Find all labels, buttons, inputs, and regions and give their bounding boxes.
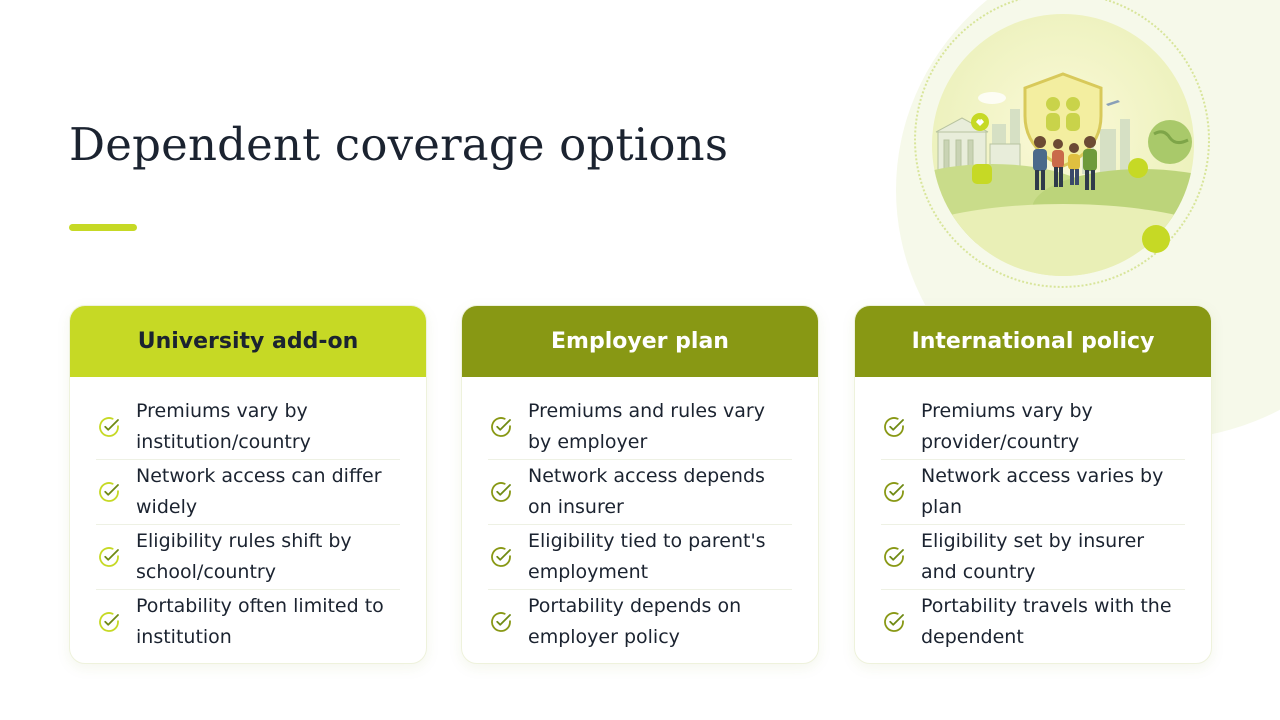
item-text: Eligibility set by insurer and country xyxy=(921,530,1145,583)
card-header: International policy xyxy=(855,306,1211,377)
check-circle-icon xyxy=(881,609,907,635)
list-item xyxy=(881,395,1185,460)
list-item xyxy=(488,395,792,460)
item-text: Portability often limited to institution xyxy=(136,595,384,648)
item-text: Portability depends on employer policy xyxy=(528,595,742,648)
card-employer-plan xyxy=(461,305,819,664)
card-header: Employer plan xyxy=(462,306,818,377)
list-item xyxy=(96,525,400,590)
item-text: Eligibility rules shift by school/country xyxy=(136,530,352,583)
item-text: Premiums vary by provider/country xyxy=(921,400,1093,453)
check-circle-icon xyxy=(96,479,122,505)
check-circle-icon xyxy=(488,609,514,635)
list-item xyxy=(881,590,1185,654)
card-international-policy xyxy=(854,305,1212,664)
check-circle-icon xyxy=(881,479,907,505)
list-item xyxy=(96,460,400,525)
list-item xyxy=(488,525,792,590)
slide-title: Dependent coverage options xyxy=(69,118,729,171)
item-text: Eligibility tied to parent's employment xyxy=(528,530,766,583)
check-circle-icon xyxy=(488,479,514,505)
item-text: Premiums vary by institution/country xyxy=(136,400,311,453)
list-item xyxy=(96,395,400,460)
item-text: Network access can differ widely xyxy=(136,465,382,518)
item-text: Network access depends on insurer xyxy=(528,465,765,518)
accent-dot-decoration xyxy=(1142,225,1170,253)
card-item-list xyxy=(855,377,1211,654)
check-circle-icon xyxy=(881,414,907,440)
card-item-list xyxy=(462,377,818,654)
list-item xyxy=(488,590,792,654)
card-university-add-on xyxy=(69,305,427,664)
list-item xyxy=(881,460,1185,525)
list-item xyxy=(96,590,400,654)
check-circle-icon xyxy=(881,544,907,570)
check-circle-icon xyxy=(96,609,122,635)
list-item xyxy=(881,525,1185,590)
card-item-list xyxy=(70,377,426,654)
check-circle-icon xyxy=(488,544,514,570)
list-item xyxy=(488,460,792,525)
card-header: University add-on xyxy=(70,306,426,377)
item-text: Premiums and rules vary by employer xyxy=(528,400,765,453)
check-circle-icon xyxy=(488,414,514,440)
check-circle-icon xyxy=(96,544,122,570)
item-text: Network access varies by plan xyxy=(921,465,1164,518)
check-circle-icon xyxy=(96,414,122,440)
item-text: Portability travels with the dependent xyxy=(921,595,1172,648)
title-underline xyxy=(69,224,137,231)
